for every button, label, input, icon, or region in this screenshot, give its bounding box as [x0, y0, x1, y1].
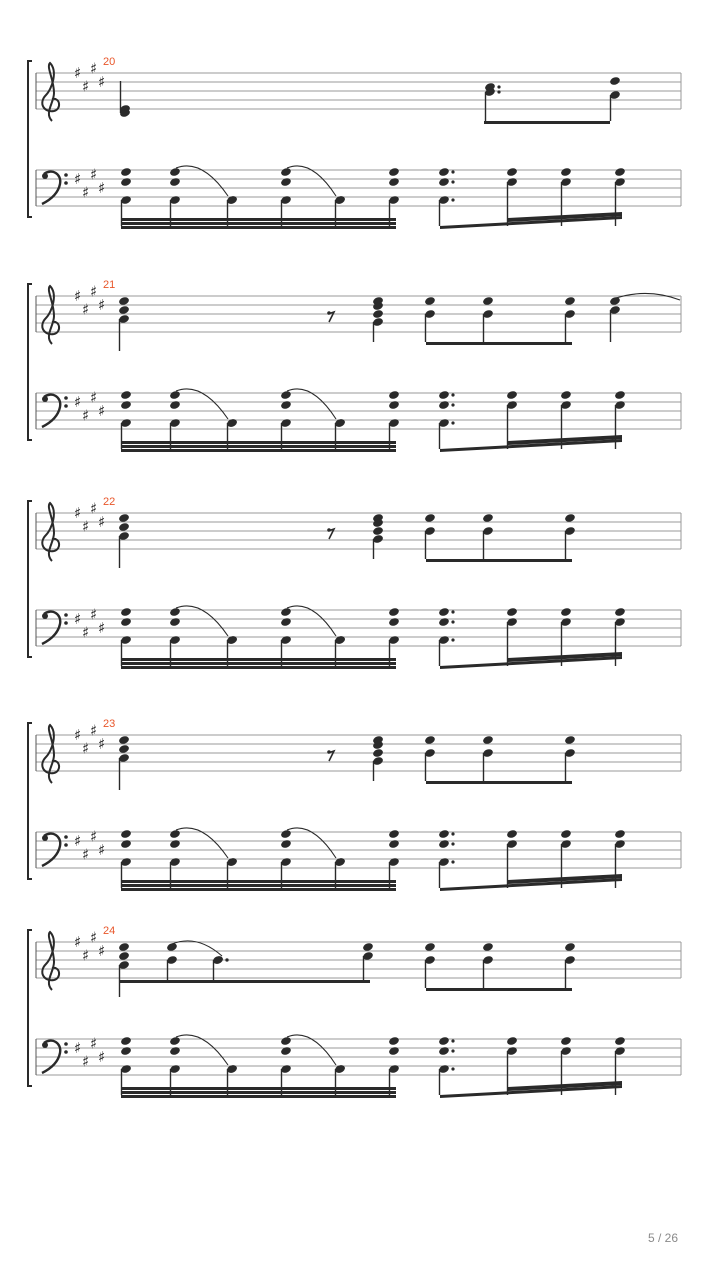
notehead [560, 390, 572, 400]
notehead [120, 400, 132, 410]
notehead [120, 839, 132, 849]
notehead [280, 167, 292, 177]
rest-dot [327, 750, 331, 754]
notehead [372, 526, 384, 536]
sharp-sign: ♯ [74, 610, 82, 628]
dot [451, 860, 454, 863]
notehead [120, 1036, 132, 1046]
dot [451, 421, 454, 424]
notehead [560, 829, 572, 839]
beam [121, 662, 396, 665]
notehead [560, 607, 572, 617]
beam [121, 445, 396, 448]
beam [121, 1091, 396, 1094]
notehead [560, 1036, 572, 1046]
sharp-sign: ♯ [74, 726, 82, 744]
beam [426, 781, 572, 784]
sharp-sign: ♯ [74, 393, 82, 411]
beam [120, 980, 370, 983]
notehead [169, 1046, 181, 1056]
notehead [280, 1036, 292, 1046]
sharp-sign: ♯ [74, 504, 82, 522]
bass-clef-dot [42, 835, 48, 841]
system-bracket [28, 61, 32, 217]
notehead [120, 1046, 132, 1056]
notehead [120, 167, 132, 177]
notehead [372, 309, 384, 319]
sharp-sign: ♯ [74, 64, 82, 82]
notehead [506, 829, 518, 839]
dot [451, 403, 454, 406]
notehead [280, 1046, 292, 1056]
sharp-sign: ♯ [98, 942, 106, 960]
notehead [388, 177, 400, 187]
notehead [388, 1036, 400, 1046]
bass-clef-dot [64, 613, 68, 617]
notehead [169, 617, 181, 627]
dot [451, 170, 454, 173]
sharp-sign: ♯ [82, 845, 90, 864]
notehead [280, 617, 292, 627]
beam [426, 342, 572, 345]
beam [426, 559, 572, 562]
notehead [280, 177, 292, 187]
notehead [609, 76, 621, 86]
treble-clef [42, 725, 59, 783]
bass-clef-dot [64, 621, 68, 625]
sharp-sign: ♯ [98, 296, 106, 314]
beam [121, 1087, 396, 1090]
measure-number: 21 [103, 279, 116, 291]
system-22 [28, 496, 681, 669]
notehead [388, 167, 400, 177]
dot [451, 638, 454, 641]
sharp-sign: ♯ [74, 287, 82, 305]
bass-clef-dot [64, 835, 68, 839]
notehead [280, 390, 292, 400]
notehead [388, 617, 400, 627]
notehead [614, 390, 626, 400]
measure-number: 23 [103, 718, 116, 730]
beam [121, 222, 396, 225]
notehead [438, 1036, 450, 1046]
bass-clef-dot [64, 404, 68, 408]
rest-dot [327, 528, 331, 532]
notehead [388, 390, 400, 400]
notehead [280, 829, 292, 839]
notehead [560, 167, 572, 177]
page-indicator: 5 / 26 [648, 1231, 679, 1245]
sharp-sign: ♯ [90, 499, 98, 518]
sharp-sign: ♯ [90, 721, 98, 740]
notehead [614, 1036, 626, 1046]
dot [451, 610, 454, 613]
system-bracket [28, 930, 32, 1086]
sharp-sign: ♯ [98, 841, 106, 859]
beam [121, 884, 396, 887]
sharp-sign: ♯ [98, 73, 106, 91]
bass-clef-dot [64, 843, 68, 847]
dot [451, 1067, 454, 1070]
notehead [438, 607, 450, 617]
notehead [169, 167, 181, 177]
notehead [506, 1036, 518, 1046]
system-bracket [28, 284, 32, 440]
sharp-sign: ♯ [98, 513, 106, 531]
bass-clef-dot [42, 613, 48, 619]
bass-clef-dot [42, 1042, 48, 1048]
notehead [388, 839, 400, 849]
beam [121, 218, 396, 221]
tie [172, 941, 222, 956]
dot [451, 1039, 454, 1042]
system-24 [28, 925, 681, 1098]
sharp-sign: ♯ [90, 282, 98, 301]
system-23 [28, 718, 681, 891]
beam [121, 1095, 396, 1098]
rest-dot [327, 311, 331, 315]
beam [121, 449, 396, 452]
bass-clef-dot [42, 173, 48, 179]
system-20 [28, 56, 681, 229]
sharp-sign: ♯ [82, 623, 90, 642]
sharp-sign: ♯ [82, 77, 90, 96]
sharp-sign: ♯ [82, 300, 90, 319]
notehead [506, 167, 518, 177]
dot [497, 85, 500, 88]
sharp-sign: ♯ [98, 735, 106, 753]
bass-clef-dot [64, 173, 68, 177]
notehead [438, 177, 450, 187]
notehead [372, 748, 384, 758]
dot [497, 90, 500, 93]
beam [121, 226, 396, 229]
treble-clef [42, 932, 59, 990]
notehead [169, 177, 181, 187]
notehead [169, 390, 181, 400]
sharp-sign: ♯ [90, 1034, 98, 1053]
bass-clef-dot [64, 1050, 68, 1054]
sharp-sign: ♯ [90, 827, 98, 846]
notehead [120, 390, 132, 400]
notehead [438, 839, 450, 849]
sharp-sign: ♯ [74, 170, 82, 188]
sharp-sign: ♯ [98, 619, 106, 637]
sharp-sign: ♯ [90, 388, 98, 407]
bass-clef-dot [64, 181, 68, 185]
dot [225, 958, 228, 961]
notehead [120, 617, 132, 627]
notehead [388, 1046, 400, 1056]
sharp-sign: ♯ [74, 832, 82, 850]
notehead [169, 607, 181, 617]
sharp-sign: ♯ [74, 933, 82, 951]
sharp-sign: ♯ [90, 605, 98, 624]
notehead [506, 607, 518, 617]
notehead [388, 829, 400, 839]
system-bracket [28, 723, 32, 879]
dot [451, 180, 454, 183]
notehead [120, 607, 132, 617]
sharp-sign: ♯ [82, 946, 90, 965]
beam [426, 988, 572, 991]
dot [451, 198, 454, 201]
sharp-sign: ♯ [90, 928, 98, 947]
notehead [438, 390, 450, 400]
sharp-sign: ♯ [82, 517, 90, 536]
sharp-sign: ♯ [82, 739, 90, 758]
beam [121, 880, 396, 883]
dot [451, 393, 454, 396]
sharp-sign: ♯ [90, 165, 98, 184]
sharp-sign: ♯ [82, 183, 90, 202]
dot [451, 842, 454, 845]
sharp-sign: ♯ [90, 59, 98, 78]
sharp-sign: ♯ [74, 1039, 82, 1057]
treble-clef [42, 503, 59, 561]
beam [121, 441, 396, 444]
notehead [169, 1036, 181, 1046]
dot [451, 1049, 454, 1052]
beam [121, 666, 396, 669]
tie [616, 293, 680, 300]
notehead [120, 177, 132, 187]
beam [121, 658, 396, 661]
notehead [169, 400, 181, 410]
notehead [280, 839, 292, 849]
notehead [169, 829, 181, 839]
measure-number: 24 [103, 925, 116, 937]
notehead [614, 167, 626, 177]
system-21 [28, 279, 681, 452]
sharp-sign: ♯ [98, 402, 106, 420]
bass-clef-dot [42, 396, 48, 402]
notehead [438, 617, 450, 627]
notehead [280, 607, 292, 617]
measure-number: 22 [103, 496, 116, 508]
dot [451, 832, 454, 835]
beam [121, 888, 396, 891]
notehead [169, 839, 181, 849]
notehead [280, 400, 292, 410]
dot [451, 620, 454, 623]
sharp-sign: ♯ [82, 1052, 90, 1071]
notehead [614, 607, 626, 617]
bass-clef-dot [64, 396, 68, 400]
notehead [388, 607, 400, 617]
sharp-sign: ♯ [98, 179, 106, 197]
notehead [438, 829, 450, 839]
notehead [438, 167, 450, 177]
measure-number: 20 [103, 56, 116, 68]
beam [484, 121, 610, 124]
system-bracket [28, 501, 32, 657]
treble-clef [42, 286, 59, 344]
sharp-sign: ♯ [98, 1048, 106, 1066]
notehead [388, 400, 400, 410]
bass-clef-dot [64, 1042, 68, 1046]
sharp-sign: ♯ [82, 406, 90, 425]
notehead [438, 1046, 450, 1056]
notehead [614, 829, 626, 839]
notehead [120, 829, 132, 839]
notehead [438, 400, 450, 410]
notehead [506, 390, 518, 400]
treble-clef [42, 63, 59, 121]
